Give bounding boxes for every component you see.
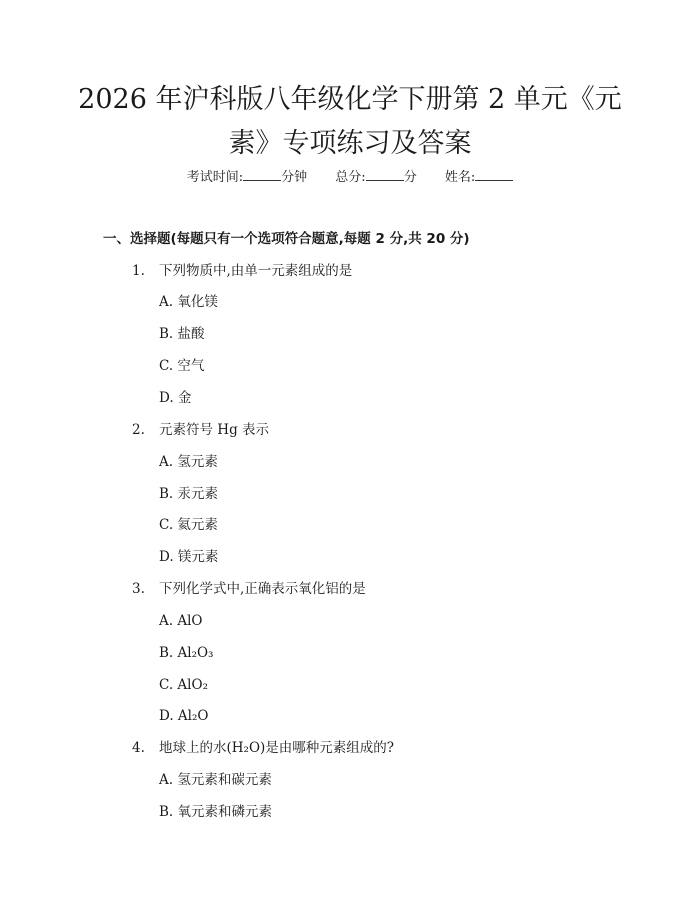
section-heading: 一、选择题(每题只有一个选项符合题意,每题 2 分,共 20 分) xyxy=(103,231,470,247)
question-4-option-b: B. 氧元素和磷元素 xyxy=(159,804,273,820)
question-2-option-d: D. 镁元素 xyxy=(159,549,219,565)
time-unit: 分钟 xyxy=(281,170,308,185)
question-text: 下列物质中,由单一元素组成的是 xyxy=(159,263,353,279)
question-number: 1. xyxy=(132,263,145,279)
question-number: 3. xyxy=(132,581,145,597)
question-2-option-c: C. 氦元素 xyxy=(159,517,218,533)
question-2-option-b: B. 汞元素 xyxy=(159,486,219,502)
question-2-option-a: A. 氢元素 xyxy=(159,454,218,470)
name-blank xyxy=(475,169,513,181)
score-label: 总分: xyxy=(335,170,366,185)
total-score-field xyxy=(335,170,416,185)
question-3-option-a: A. AlO xyxy=(159,613,203,629)
question-1-option-a: A. 氧化镁 xyxy=(159,294,218,310)
score-blank xyxy=(366,169,404,181)
question-3-option-c: C. AlO₂ xyxy=(159,677,208,693)
document-title xyxy=(0,78,700,166)
question-1-option-b: B. 盐酸 xyxy=(159,326,205,342)
question-number: 4. xyxy=(132,740,145,756)
question-4-option-a: A. 氢元素和碳元素 xyxy=(159,772,272,788)
question-1-option-d: D. 金 xyxy=(159,390,192,406)
exam-meta xyxy=(0,168,700,188)
exam-time-field xyxy=(187,170,307,185)
score-unit: 分 xyxy=(403,170,417,185)
title-line-2: 素》专项练习及答案 xyxy=(228,128,472,159)
question-text: 元素符号 Hg 表示 xyxy=(159,422,269,438)
question-text: 地球上的水(H₂O)是由哪种元素组成的? xyxy=(159,740,395,756)
question-3-option-d: D. Al₂O xyxy=(159,708,209,724)
question-number: 2. xyxy=(132,422,145,438)
question-3-option-b: B. Al₂O₃ xyxy=(159,645,214,661)
title-line-1: 2026 年沪科版八年级化学下册第 2 单元《元 xyxy=(78,84,622,115)
name-field xyxy=(445,170,513,185)
question-text: 下列化学式中,正确表示氧化铝的是 xyxy=(159,581,366,597)
name-label: 姓名: xyxy=(444,170,476,185)
question-1-option-c: C. 空气 xyxy=(159,358,205,374)
time-blank xyxy=(243,169,281,181)
time-label: 考试时间: xyxy=(186,170,244,185)
